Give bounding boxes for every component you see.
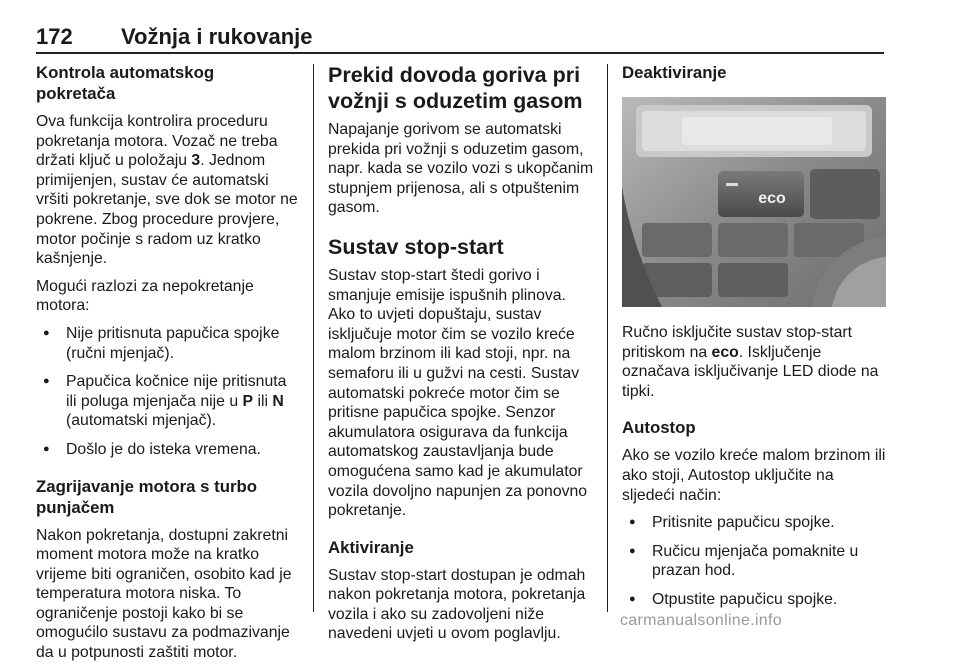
column-divider xyxy=(313,64,314,612)
heading-fuel-cutoff: Prekid dovoda goriva pri vožnji s oduzetim gasom xyxy=(328,63,583,113)
heading-starter-control: Kontrola automatskog pokretača xyxy=(36,63,215,103)
heading-deactivation: Deaktiviranje xyxy=(622,63,727,82)
column-right xyxy=(622,62,886,619)
heading-stop-start: Sustav stop-start xyxy=(328,234,504,259)
list-item: ● Pritisnite papučicu spojke. xyxy=(622,513,886,533)
heading-autostop: Autostop xyxy=(622,418,696,438)
page-header xyxy=(36,22,884,54)
list-item: ● Ručicu mjenjača pomaknite u prazan hod. xyxy=(622,542,886,581)
reasons-list xyxy=(36,324,298,460)
list-item: ● Nije pritisnuta papučica spojke (ručni mjenjač). xyxy=(36,324,298,363)
led-icon xyxy=(726,183,738,186)
list-item: ● Došlo je do isteka vremena. xyxy=(36,440,298,460)
paragraph-turbo-warmup: Nakon pokretanja, dostupni zakretni moment motora može na kratko vrijeme biti ograničen, osobito kad je temperatura motora niska. To ograničenje postoji kako bi se omogućilo sustavu za podmazivanje da u potpunosti zaštiti motor. xyxy=(36,526,292,662)
key-position-3: 3 xyxy=(191,152,201,170)
eco-keyword: eco xyxy=(711,343,739,361)
heading-activation: Aktiviranje xyxy=(328,537,414,557)
page-number: 172 xyxy=(36,24,73,49)
heading-turbo-warmup: Zagrijavanje motora s turbo punjačem xyxy=(36,476,257,517)
list-item: ● Otpustite papučicu spojke. xyxy=(622,590,886,610)
gear-p: P xyxy=(242,392,254,410)
watermark-text: carmanualsonline.info xyxy=(620,612,782,629)
paragraph-stop-start: Sustav stop-start štedi gorivo i smanjuje emisije ispušnih plinova. Ako to uvjeti dopuštaju, sustav isključuje motor čim se vozilo kreće malom brzinom ili kad stoji, npr. na semaforu ili u gužvi na cesti. Sustav automatski pokreće motor čim se pritisne papučica spojke. Senzor akumulatora osigurava da funkcija automatskog zaustavljanja bude omogućena samo kad je akumulator vozila dovoljno napunjen za ponovno pokretanje. xyxy=(328,266,588,520)
column-divider xyxy=(607,64,608,612)
paragraph-fuel-cutoff: Napajanje gorivom se automatski prekida pri vožnji s oduzetim gasom, napr. kada se vozilo vozi s ukopčanim stupnjem prijenosa, ali s otpuštenim gasom. xyxy=(328,121,594,217)
column-left xyxy=(36,62,298,671)
list-item: ● Papučica kočnice nije pritisnuta ili poluga mjenjača nije u P ili N (automatski mjenjač). xyxy=(36,372,298,431)
autostop-steps-list xyxy=(622,513,886,609)
paragraph-reasons: Mogući razlozi za nepokretanje motora: xyxy=(36,277,254,315)
chapter-title: Vožnja i rukovanje xyxy=(121,24,313,49)
eco-label: eco xyxy=(758,190,786,207)
eco-button-photo xyxy=(622,97,886,307)
paragraph-activation: Sustav stop-start dostupan je odmah nakon pokretanja motora, pokretanja vozila i ako su zadovoljeni niže navedeni uvjeti u ovom poglavlju. xyxy=(328,566,586,643)
column-middle xyxy=(328,62,596,652)
gear-n: N xyxy=(272,392,284,410)
paragraph-deactivation: Ručno isključite sustav stop-start pritiskom na eco. Isključenje označava isključivanje LED diode na tipki. xyxy=(622,324,879,400)
paragraph-autostop: Ako se vozilo kreće malom brzinom ili ako stoji, Autostop uključite na sljedeći način: xyxy=(622,447,886,504)
paragraph-starter-control: Ova funkcija kontrolira proceduru pokretanja motora. Vozač ne treba držati ključ u položaju 3. Jednom primijenjen, sustav će automatski vršiti pokretanje, sve dok se motor ne pokrene. Zbog procedure provjere, motor počinje s radom uz kratko kašnjenje. xyxy=(36,113,298,268)
